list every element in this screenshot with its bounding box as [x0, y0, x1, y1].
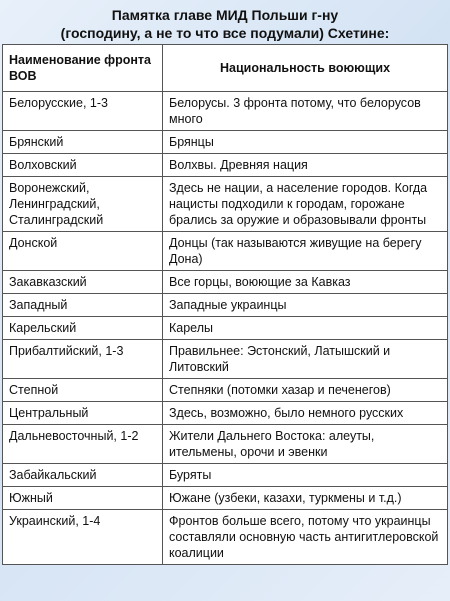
nationality-cell: Карелы	[163, 317, 448, 340]
front-name-cell: Закавказский	[3, 271, 163, 294]
table-header-row	[3, 45, 448, 92]
fronts-table	[2, 44, 448, 565]
front-name-cell: Воронежский, Ленинградский, Сталинградский	[3, 177, 163, 232]
nationality-cell: Волхвы. Древняя нация	[163, 154, 448, 177]
nationality-cell: Степняки (потомки хазар и печенегов)	[163, 379, 448, 402]
nationality-cell: Правильнее: Эстонский, Латышский и Литовский	[163, 340, 448, 379]
table-row	[3, 271, 448, 294]
front-name-cell: Волховский	[3, 154, 163, 177]
front-name-cell: Южный	[3, 487, 163, 510]
title-line-2: (господину, а не то что все подумали) Схетине:	[60, 25, 390, 41]
front-name-cell: Украинский, 1-4	[3, 510, 163, 565]
table-row	[3, 379, 448, 402]
table-row	[3, 317, 448, 340]
nationality-cell: Белорусы. 3 фронта потому, что белорусов много	[163, 92, 448, 131]
nationality-cell: Жители Дальнего Востока: алеуты, ительмены, орочи и эвенки	[163, 425, 448, 464]
table-row	[3, 154, 448, 177]
page-title	[0, 0, 450, 44]
front-name-cell: Белорусские, 1-3	[3, 92, 163, 131]
front-name-cell: Забайкальский	[3, 464, 163, 487]
title-line-1: Памятка главе МИД Польши г-ну	[111, 7, 339, 23]
table-row	[3, 464, 448, 487]
table-row	[3, 487, 448, 510]
nationality-cell: Все горцы, воюющие за Кавказ	[163, 271, 448, 294]
front-name-cell: Степной	[3, 379, 163, 402]
table-row	[3, 402, 448, 425]
table-row	[3, 232, 448, 271]
front-name-cell: Центральный	[3, 402, 163, 425]
nationality-cell: Западные украинцы	[163, 294, 448, 317]
table-row	[3, 92, 448, 131]
front-name-cell: Дальневосточный, 1-2	[3, 425, 163, 464]
table-row	[3, 177, 448, 232]
table-row	[3, 510, 448, 565]
nationality-cell: Здесь не нации, а население городов. Когда нацисты подходили к городам, горожане брались за оружие и образовывали фронты	[163, 177, 448, 232]
table-row	[3, 340, 448, 379]
front-name-cell: Донской	[3, 232, 163, 271]
table-row	[3, 131, 448, 154]
front-name-cell: Карельский	[3, 317, 163, 340]
table-row	[3, 294, 448, 317]
front-name-cell: Прибалтийский, 1-3	[3, 340, 163, 379]
nationality-cell: Здесь, возможно, было немного русских	[163, 402, 448, 425]
front-name-cell: Брянский	[3, 131, 163, 154]
front-name-cell: Западный	[3, 294, 163, 317]
table-row	[3, 425, 448, 464]
header-front-name: Наименование фронта ВОВ	[3, 45, 163, 92]
nationality-cell: Донцы (так называются живущие на берегу Дона)	[163, 232, 448, 271]
nationality-cell: Фронтов больше всего, потому что украинцы составляли основную часть антигитлеровской коалиции	[163, 510, 448, 565]
nationality-cell: Буряты	[163, 464, 448, 487]
nationality-cell: Южане (узбеки, казахи, туркмены и т.д.)	[163, 487, 448, 510]
header-nationality: Национальность воюющих	[163, 45, 448, 92]
nationality-cell: Брянцы	[163, 131, 448, 154]
